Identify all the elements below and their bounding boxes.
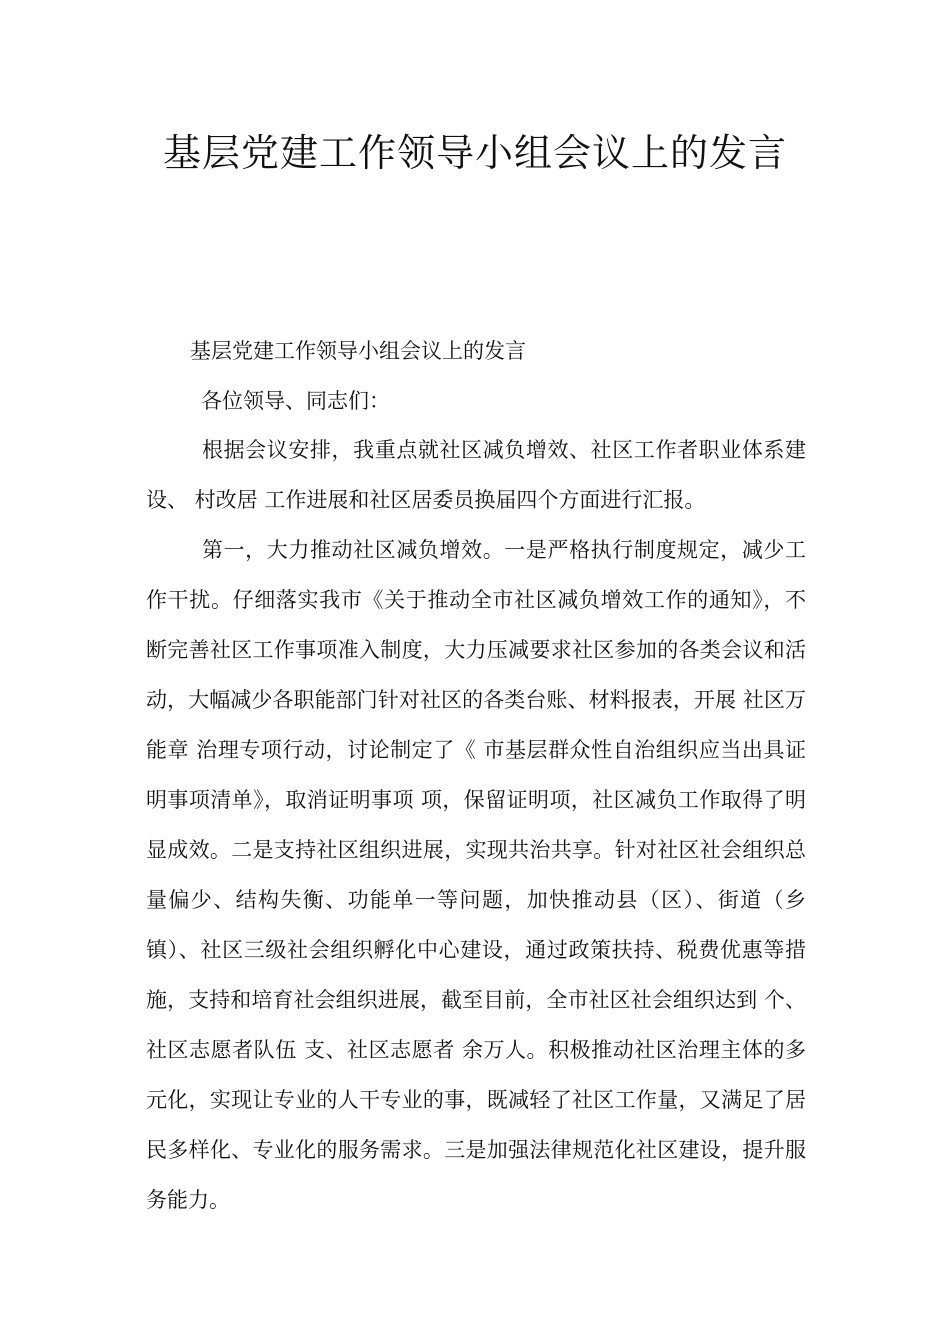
paragraph-2: 第一，大力推动社区减负增效。一是严格执行制度规定，减少工作干扰。仔细落实我市《关于推动全市社区减负增效工作的通知》，不断完善社区工作事项准入制度，大力压减要求社区参加的各类会议和活动，大幅减少各职能部门针对社区的各类台账、材料报表，开展 社区万能章 治理专项行动，讨论制定了《 市基层群众性自治组织应当出具证明事项清单》，取消证明事项 项，保留证明项，社区减负工作取得了明显成效。二是支持社区组织进展，实现共治共享。针对社区社会组织总量偏少、结构失衡、功能单一等问题，加快推动县（区）、街道（乡镇）、社区三级社会组织孵化中心建设，通过政策扶持、税费优惠等措施，支持和培育社会组织进展，截至目前，全市社区社会组织达到 个、社区志愿者队伍 支、社区志愿者 余万人。积极推动社区治理主体的多元化，实现让专业的人干专业的事，既减轻了社区工作量，又满足了居民多样化、专业化的服务需求。三是加强法律规范化社区建设，提升服务能力。 [146,538,806,1212]
salutation: 各位领导、同志们： [201,389,390,413]
document-title: 基层党建工作领导小组会议上的发言 [162,131,787,175]
document-subtitle: 基层党建工作领导小组会议上的发言 [190,339,526,363]
paragraph-1: 根据会议安排，我重点就社区减负增效、社区工作者职业体系建设、 村改居 工作进展和社区居委员换届四个方面进行汇报。 [146,438,806,512]
